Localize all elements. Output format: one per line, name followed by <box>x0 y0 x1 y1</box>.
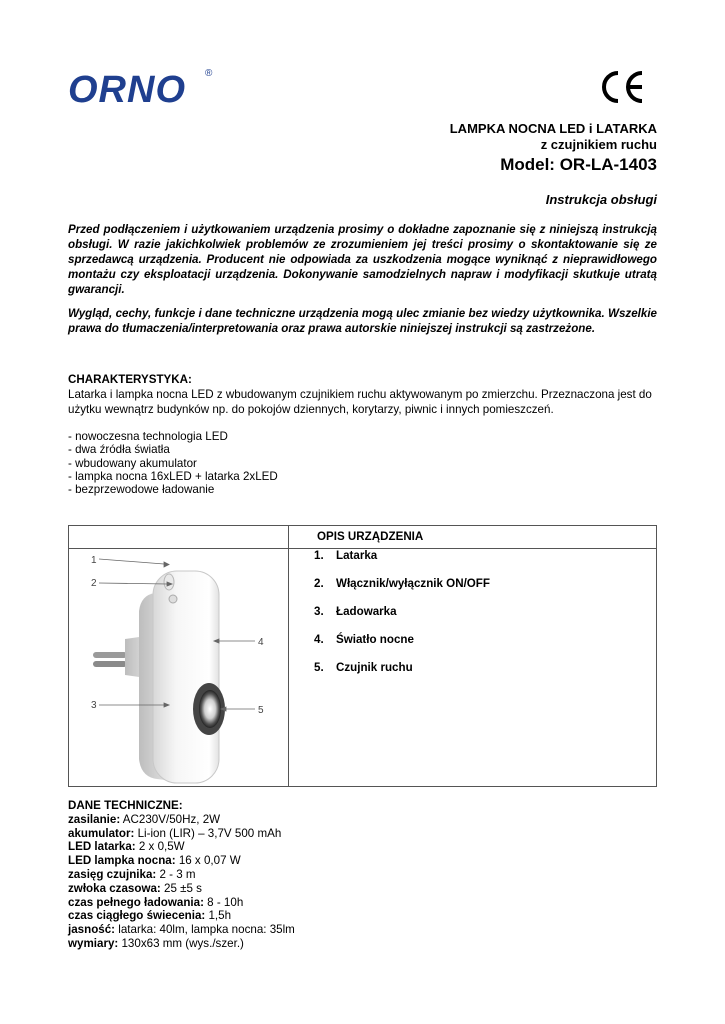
instructions-heading: Instrukcja obsługi <box>545 192 657 207</box>
spec-row: akumulator: Li-ion (LIR) – 3,7V 500 mAh <box>68 826 282 840</box>
characteristics-description: Latarka i lampka nocna LED z wbudowanym czujnikiem ruchu aktywowanym po zmierzchu. Przeznaczona jest do użytku wewnątrz budynków np. do pokojów dziennych, korytarzy, piwnic i innych pomieszczeń. <box>68 388 652 416</box>
product-title: LAMPKA NOCNA LED i LATARKA <box>449 121 657 136</box>
device-illustration <box>69 549 287 787</box>
intro-notice <box>68 222 657 345</box>
callout-3: 3 <box>91 700 97 711</box>
characteristics-title: CHARAKTERYSTYKA: <box>68 373 192 386</box>
part-item: 4. Światło nocne <box>314 633 414 646</box>
spec-row: zwłoka czasowa: 25 ±5 s <box>68 881 202 895</box>
spec-row: LED latarka: 2 x 0,5W <box>68 840 185 854</box>
spec-row: czas pełnego ładowania: 8 - 10h <box>68 895 244 909</box>
spec-row: zasilanie: AC230V/50Hz, 2W <box>68 812 221 826</box>
device-description-table <box>68 525 657 787</box>
technical-data-section <box>68 799 657 951</box>
table-body-row <box>69 549 656 787</box>
part-item: 5. Czujnik ruchu <box>314 661 413 674</box>
feature-item: - wbudowany akumulator <box>68 456 197 470</box>
plug-pin <box>93 652 127 658</box>
feature-item: - dwa źródła światła <box>68 443 170 457</box>
device-description-title: OPIS URZĄDZENIA <box>317 530 424 543</box>
feature-item: - bezprzewodowe ładowanie <box>68 483 215 497</box>
characteristics-section <box>68 372 657 496</box>
power-switch <box>169 595 177 603</box>
intro-paragraph-1: Przed podłączeniem i użytkowaniem urządzenia prosimy o dokładne zapoznanie się z niniejszą instrukcją obsługi. W razie jakichkolwiek problemów ze zrozumieniem jej treści prosimy o skontaktowanie się ze sprzedawcą urządzenia. Producent nie odpowiada za uszkodzenia mogące wyniknąć z nieprawidłowego montażu czy eksploatacji urządzenia. Dokonywanie samodzielnych napraw i modyfikacji skutkuje utratą gwarancji. <box>68 223 657 296</box>
plug-pin <box>93 661 127 667</box>
flashlight-head <box>164 574 174 590</box>
spec-row: wymiary: 130x63 mm (wys./szer.) <box>68 936 244 950</box>
spec-row: zasięg czujnika: 2 - 3 m <box>68 867 196 881</box>
part-item: 3. Ładowarka <box>314 605 397 618</box>
intro-paragraph-2: Wygląd, cechy, funkcje i dane techniczne urządzenia mogą ulec zmianie bez wiedzy użytkownika. Wszelkie prawa do tłumaczenia/interpretowania oraz prawa autorskie niniejszej instrukcji są zastrzeżone. <box>68 307 657 335</box>
feature-list <box>68 430 657 496</box>
callout-1: 1 <box>91 555 97 566</box>
parts-list-cell <box>289 549 656 787</box>
feature-item: - lampka nocna 16xLED + latarka 2xLED <box>68 469 278 483</box>
feature-item: - nowoczesna technologia LED <box>68 430 228 443</box>
spec-row: LED lampka nocna: 16 x 0,07 W <box>68 854 241 868</box>
model-number: Model: OR-LA-1403 <box>500 155 657 174</box>
part-item: 1. Latarka <box>314 549 378 562</box>
callout-5: 5 <box>258 705 264 716</box>
motion-sensor <box>199 690 221 728</box>
device-illustration-cell <box>69 549 289 787</box>
document-header <box>237 121 657 208</box>
device-body <box>153 571 219 783</box>
callout-2: 2 <box>91 578 97 589</box>
callout-4: 4 <box>258 637 264 648</box>
orno-logo <box>68 70 218 114</box>
logo-text: ORNO <box>68 69 186 111</box>
technical-data-title: DANE TECHNICZNE: <box>68 799 183 812</box>
ce-mark-icon <box>600 70 646 104</box>
spec-row: czas ciągłego świecenia: 1,5h <box>68 909 232 923</box>
part-item: 2. Włącznik/wyłącznik ON/OFF <box>314 577 490 590</box>
registered-mark: ® <box>205 68 213 79</box>
spec-row: jasność: latarka: 40lm, lampka nocna: 35lm <box>68 923 295 937</box>
table-header-row <box>69 526 656 549</box>
product-subtitle: z czujnikiem ruchu <box>540 137 657 152</box>
